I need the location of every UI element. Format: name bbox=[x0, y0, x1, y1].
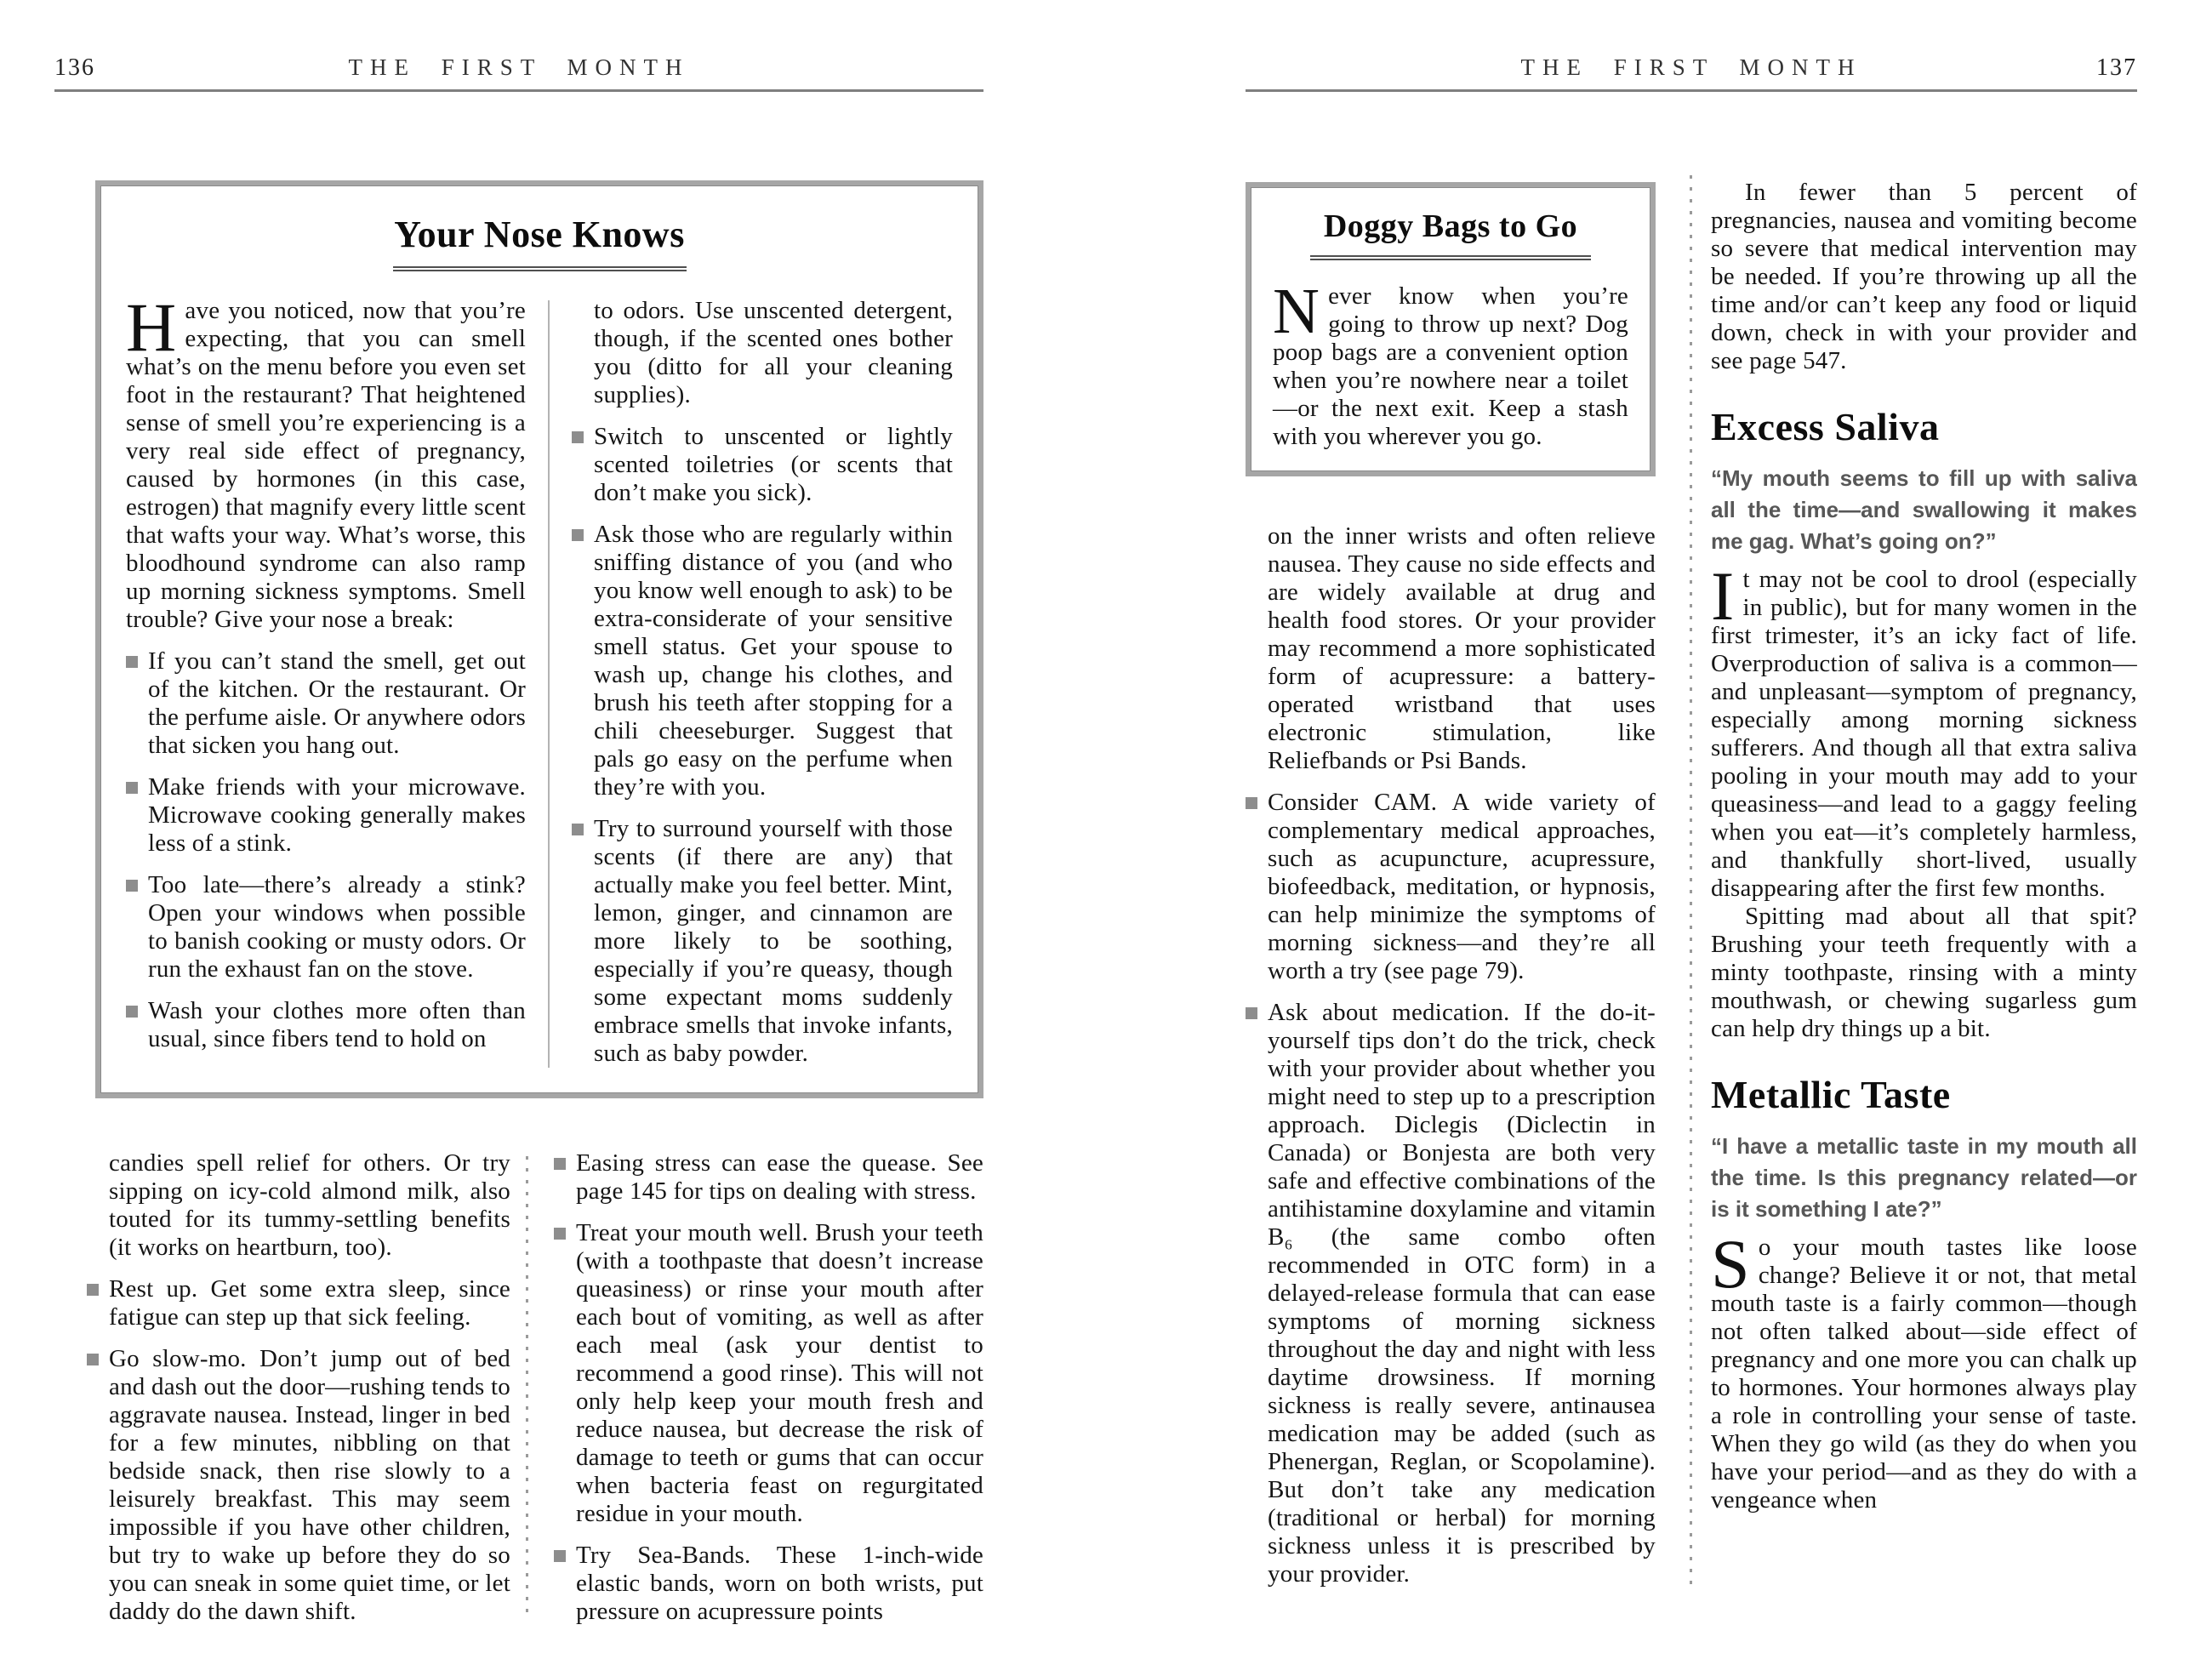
page-header-left bbox=[54, 49, 983, 85]
box-column-divider bbox=[548, 300, 550, 1068]
bullet-square-icon bbox=[572, 824, 584, 835]
box-intro-paragraph bbox=[126, 288, 526, 634]
page-header-right bbox=[1246, 49, 2137, 85]
your-nose-knows-box bbox=[95, 180, 983, 1098]
section-heading-metallic-taste: Metallic Taste bbox=[1711, 1073, 1951, 1116]
dropcap-i: I bbox=[1711, 557, 1735, 635]
dropcap-s: S bbox=[1711, 1225, 1750, 1303]
bullet-text: Treat your mouth well. Brush your teeth (with a toothpaste that doesn’t increase queasiness) or rinse your mouth after each bout of vomiting, as well as after each meal (ask your dentist to recommend a good rinse). This will not only help keep your mouth fresh and reduce nausea, but decrease the risk of damage to teeth or gums that can occur when bacteria feast on regurgitated residue in your mouth. bbox=[576, 1219, 983, 1527]
bullet-square-icon bbox=[572, 431, 584, 443]
continued-paragraph: to odors. Use unscented detergent, though, if the scented ones bother you (ditto for all your cleaning supplies). bbox=[594, 297, 953, 408]
dropcap-n: N bbox=[1273, 276, 1320, 347]
body-paragraph bbox=[1711, 1225, 2137, 1514]
right-column-2 bbox=[1711, 92, 2137, 1588]
bullet-item bbox=[126, 871, 526, 983]
bullet-text: Switch to unscented or lightly scented toiletries (or scents that don’t make you sick). bbox=[594, 423, 953, 506]
bullet-square-icon bbox=[554, 1158, 566, 1170]
bullet-item bbox=[1246, 999, 1656, 1588]
box-column-1 bbox=[126, 288, 526, 1068]
bullet-square-icon bbox=[1246, 1007, 1257, 1019]
page-137 bbox=[1246, 49, 2137, 1633]
bullet-item bbox=[554, 1542, 983, 1626]
bullet-item bbox=[554, 1149, 983, 1206]
bullet-square-icon bbox=[126, 656, 138, 668]
doggy-box-paragraph bbox=[1273, 276, 1628, 451]
right-column-1 bbox=[1246, 92, 1656, 1588]
continued-paragraph: on the inner wrists and often relieve nausea. They cause no side effects and are widely available at drug and health food stores. Or your provider may recommend a more sophisticated form of acupressure: a battery-operated wristband that uses electronic stimulation, like Reliefbands or Psi Bands. bbox=[1268, 522, 1656, 774]
bullet-item bbox=[126, 773, 526, 858]
bullet-square-icon bbox=[126, 1006, 138, 1018]
bullet-item bbox=[126, 997, 526, 1053]
bullet-text: If you can’t stand the smell, get out of the kitchen. Or the restaurant. Or the perfume aisle. Or anywhere odors that sicken you hang out. bbox=[148, 647, 526, 759]
page-136 bbox=[54, 49, 983, 1633]
body-paragraph: In fewer than 5 percent of pregnancies, nausea and vomiting become so severe that medical intervention may be needed. If you’re throwing up all the time and/or can’t keep any food or liquid down, check in with your provider and see page 547. bbox=[1711, 179, 2137, 374]
box-title-your-nose-knows: Your Nose Knows bbox=[394, 214, 685, 255]
paragraph-text: o your mouth tastes like loose change? Believe it or not, that metal mouth taste is a fairly common—though not often talked about—side effect of pregnancy and one more you can chalk up to hormones. Your hormones always play a role in controlling your sense of taste. When they go wild (as they do when you have your period—and as they do with a vengeance when bbox=[1711, 1234, 2137, 1514]
bottom-column-1 bbox=[87, 1149, 510, 1626]
doggy-bags-box bbox=[1246, 182, 1656, 476]
bullet-text: Rest up. Get some extra sleep, since fatigue can step up that sick feeling. bbox=[109, 1275, 510, 1331]
box-title-doggy-bags: Doggy Bags to Go bbox=[1323, 208, 1578, 244]
page-number-137: 137 bbox=[2096, 54, 2137, 81]
bottom-column-2 bbox=[554, 1149, 983, 1626]
bullet-item bbox=[572, 423, 953, 507]
bullet-text: Try to surround yourself with those scents (if there are any) that actually make you feel better. Mint, lemon, ginger, and cinnamon are more likely to be soothing, especially if you’re queasy, though some expectant moms suddenly embrace smells that invoke infants, such as baby powder. bbox=[594, 815, 953, 1067]
dotted-column-divider bbox=[1690, 175, 1692, 1588]
bullet-item bbox=[572, 815, 953, 1068]
doggy-box-text: ever know when you’re going to throw up next? Dog poop bags are a convenient option when you’re nowhere near a toilet—or the next exit. Keep a stash with you wherever you go. bbox=[1273, 282, 1628, 450]
box-intro-text: ave you noticed, now that you’re expecting, that you can smell what’s on the menu before you even set foot in the restaurant? That heightened sense of smell you’re experiencing is a very real side effect of pregnancy, caused by hormones (in this case, estrogen) that magnify every little scent that wafts your way. What’s worse, this bloodhound syndrome can also ramp up morning sickness symptoms. Smell trouble? Give your nose a break: bbox=[126, 297, 526, 633]
bullet-item bbox=[554, 1219, 983, 1528]
bullet-text: Too late—there’s already a stink? Open your windows when possible to banish cooking or musty odors. Or run the exhaust fan on the stove. bbox=[148, 871, 526, 983]
section-heading-excess-saliva: Excess Saliva bbox=[1711, 405, 1940, 448]
reader-quote: “My mouth seems to fill up with saliva all the time—and swallowing it makes me gag. What’s going on?” bbox=[1711, 465, 2137, 554]
box-column-2 bbox=[572, 297, 953, 1068]
bullet-text: Consider CAM. A wide variety of complementary medical approaches, such as acupuncture, acupressure, biofeedback, meditation, or hypnosis, can help minimize the symptoms of morning sickness—and they’re all worth a try (see page 79). bbox=[1268, 789, 1656, 984]
paragraph-text: t may not be cool to drool (especially in public), but for many women in the first trimester, it’s an icky fact of life. Overproduction of saliva is a common—and unpleasant—symptom of pregnancy, especially among morning sickness sufferers. And though all that extra saliva pooling in your mouth may add to your queasiness—and lead to a gaggy feeling when you eat—it’s completely harmless, and thankfully short-lived, usually disappearing after the first few months. bbox=[1711, 566, 2137, 902]
bullet-square-icon bbox=[554, 1228, 566, 1240]
bullet-item bbox=[126, 647, 526, 760]
running-head-right: THE FIRST MONTH bbox=[1520, 54, 1862, 80]
right-page-columns bbox=[1246, 92, 2137, 1588]
page-number-136: 136 bbox=[54, 54, 95, 81]
reader-quote: “I have a metallic taste in my mouth all the time. Is this pregnancy related—or is it something I ate?” bbox=[1711, 1133, 2137, 1222]
bullet-text: Ask those who are regularly within sniffing distance of you (and who you know well enough to ask) to be extra-considerate of your sensitive smell status. Get your spouse to wash up, change his clothes, and brush his teeth after stopping for a chili cheeseburger. Suggest that pals go easy on the perfume when they’re with you. bbox=[594, 521, 953, 801]
bullet-square-icon bbox=[87, 1354, 99, 1365]
bullet-square-icon bbox=[126, 880, 138, 892]
body-paragraph: Spitting mad about all that spit? Brushing your teeth frequently with a minty toothpaste, rinsing with a minty mouthwash, or chewing sugarless gum can help dry things up a bit. bbox=[1711, 903, 2137, 1042]
bullet-text: Ask about medication. If the do-it-yourself tips don’t do the trick, check with your provider about whether you might need to step up to a prescription approach. Diclegis (Diclectin in Canada) or Bonjesta are both very safe and effective combinations of the antihistamine doxylamine and vitamin B₆ (the same combo often recommended in OTC form) in a delayed-release formula that can ease symptoms of morning sickness throughout the day and night with less daytime drowsiness. If morning sickness is really severe, antinausea medication may be added (such as Phenergan, Reglan, or Scopolamine). But don’t take any medication (traditional or herbal) for morning sickness unless it is prescribed by your provider. bbox=[1268, 999, 1656, 1588]
left-page-bottom-columns bbox=[54, 1149, 983, 1626]
bullet-square-icon bbox=[554, 1550, 566, 1562]
bullet-item bbox=[1246, 789, 1656, 985]
bullet-text: Make friends with your microwave. Microwave cooking generally makes less of a stink. bbox=[148, 773, 526, 857]
title-double-rule bbox=[1310, 255, 1591, 260]
bullet-text: Easing stress can ease the quease. See page 145 for tips on dealing with stress. bbox=[576, 1149, 983, 1205]
dropcap-h: H bbox=[126, 288, 177, 366]
box-columns bbox=[126, 288, 953, 1068]
dotted-column-divider bbox=[526, 1156, 528, 1619]
bullet-square-icon bbox=[1246, 797, 1257, 809]
bullet-text: Try Sea-Bands. These 1-inch-wide elastic bands, worn on both wrists, put pressure on acupressure points bbox=[576, 1542, 983, 1625]
bullet-item bbox=[87, 1275, 510, 1331]
title-double-rule bbox=[393, 266, 687, 271]
bullet-square-icon bbox=[572, 529, 584, 541]
running-head-left: THE FIRST MONTH bbox=[348, 54, 690, 80]
bullet-text: Go slow-mo. Don’t jump out of bed and dash out the door—rushing tends to aggravate nausea. Instead, linger in bed for a few minutes, nibbling on that bedside snack, then rise slowly to a leisurely breakfast. This may seem impossible if you have other children, but try to wake up before they do so you can sneak in some quiet time, or let daddy do the dawn shift. bbox=[109, 1345, 510, 1625]
bullet-item bbox=[572, 521, 953, 801]
continued-paragraph: candies spell relief for others. Or try sipping on icy-cold almond milk, also touted for its tummy-settling benefits (it works on heartburn, too). bbox=[109, 1149, 510, 1261]
bullet-text: Wash your clothes more often than usual, since fibers tend to hold on bbox=[148, 997, 526, 1052]
bullet-item bbox=[87, 1345, 510, 1626]
bullet-square-icon bbox=[87, 1284, 99, 1296]
bullet-square-icon bbox=[126, 782, 138, 794]
body-paragraph bbox=[1711, 557, 2137, 903]
header-rule-left bbox=[54, 89, 983, 92]
